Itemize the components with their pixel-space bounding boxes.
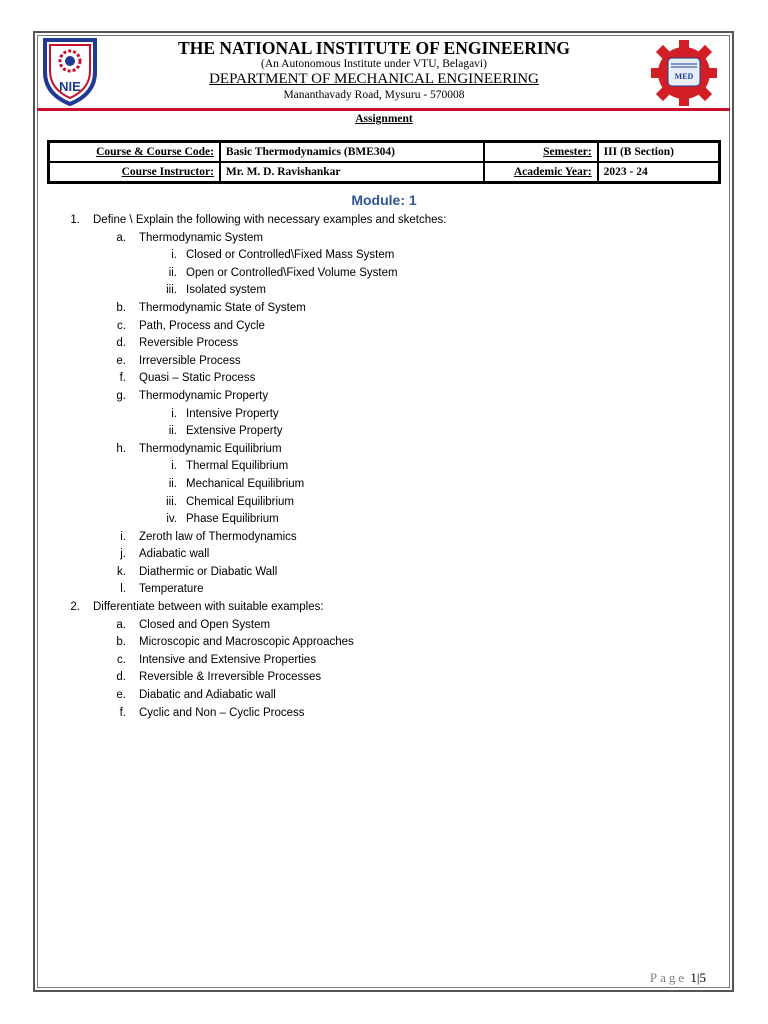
page-number: 1 bbox=[690, 970, 697, 985]
page-separator: | bbox=[696, 970, 700, 985]
item-number: 2. bbox=[70, 601, 80, 614]
item-text: Open or Controlled\Fixed Volume System bbox=[186, 266, 398, 279]
item-text: Thermodynamic Equilibrium bbox=[139, 442, 282, 455]
list-item bbox=[0, 599, 768, 617]
item-text: Closed and Open System bbox=[139, 618, 271, 631]
semester-value: III (B Section) bbox=[598, 142, 719, 162]
semester-label: Semester: bbox=[484, 142, 597, 162]
list-item bbox=[0, 406, 768, 424]
item-number: d. bbox=[116, 337, 126, 350]
list-item bbox=[0, 511, 768, 529]
module-title: Module: 1 bbox=[351, 192, 417, 208]
list-item bbox=[0, 581, 768, 599]
course-row bbox=[49, 142, 719, 162]
med-gear-logo-icon bbox=[648, 38, 720, 108]
item-text: Closed or Controlled\Fixed Mass System bbox=[186, 249, 395, 262]
list-item bbox=[0, 476, 768, 494]
list-item bbox=[0, 652, 768, 670]
list-item bbox=[0, 370, 768, 388]
item-number: i. bbox=[171, 249, 177, 262]
instructor-row bbox=[49, 162, 719, 182]
academic-year-label: Academic Year: bbox=[484, 162, 597, 182]
course-label: Course & Course Code: bbox=[49, 142, 220, 162]
item-number: i. bbox=[171, 460, 177, 473]
list-item bbox=[0, 300, 768, 318]
item-text: Thermodynamic State of System bbox=[139, 301, 306, 314]
item-text: Temperature bbox=[139, 583, 204, 596]
item-number: a. bbox=[116, 618, 126, 631]
item-number: l. bbox=[120, 583, 126, 596]
item-number: a. bbox=[116, 231, 126, 244]
item-text: Cyclic and Non – Cyclic Process bbox=[139, 706, 305, 719]
item-text: Path, Process and Cycle bbox=[139, 319, 265, 332]
list-item bbox=[0, 353, 768, 371]
item-text: Define \ Explain the following with necessary examples and sketches: bbox=[93, 214, 447, 226]
page-footer bbox=[650, 970, 706, 986]
item-number: h. bbox=[116, 442, 126, 455]
list-item bbox=[0, 423, 768, 441]
list-item bbox=[0, 458, 768, 476]
instructor-value: Mr. M. D. Ravishankar bbox=[220, 162, 484, 182]
item-number: i. bbox=[171, 407, 177, 420]
list-item bbox=[0, 441, 768, 459]
item-number: e. bbox=[116, 354, 126, 367]
item-text: Zeroth law of Thermodynamics bbox=[139, 530, 297, 543]
item-number: b. bbox=[116, 301, 126, 314]
list-item bbox=[0, 669, 768, 687]
item-number: i. bbox=[120, 530, 126, 543]
item-number: ii. bbox=[168, 425, 177, 438]
academic-year-value: 2023 - 24 bbox=[598, 162, 719, 182]
item-number: j. bbox=[120, 548, 126, 561]
item-text: Thermodynamic Property bbox=[139, 389, 269, 402]
course-info-table bbox=[47, 140, 721, 184]
list-item bbox=[0, 265, 768, 283]
item-text: Diabatic and Adiabatic wall bbox=[139, 689, 276, 702]
med-logo-text: MED bbox=[674, 72, 694, 81]
item-number: f. bbox=[119, 706, 126, 719]
item-text: Isolated system bbox=[186, 284, 266, 297]
item-text: Diathermic or Diabatic Wall bbox=[139, 565, 278, 578]
item-text: Quasi – Static Process bbox=[139, 372, 256, 385]
page-word: Page bbox=[649, 970, 688, 985]
item-text: Chemical Equilibrium bbox=[186, 495, 295, 508]
list-item bbox=[0, 529, 768, 547]
list-item bbox=[0, 705, 768, 723]
list-item bbox=[0, 564, 768, 582]
item-number: e. bbox=[116, 689, 126, 702]
question-list bbox=[0, 212, 768, 722]
list-item bbox=[0, 318, 768, 336]
item-number: c. bbox=[117, 319, 126, 332]
item-number: f. bbox=[119, 372, 126, 385]
department-name: DEPARTMENT OF MECHANICAL ENGINEERING bbox=[209, 71, 539, 87]
institute-title: THE NATIONAL INSTITUTE OF ENGINEERING bbox=[178, 38, 570, 58]
item-text: Differentiate between with suitable examples: bbox=[93, 601, 324, 614]
institute-address: Mananthavady Road, Mysuru - 570008 bbox=[283, 89, 465, 101]
list-item bbox=[0, 230, 768, 248]
list-item bbox=[0, 634, 768, 652]
institute-subtitle: (An Autonomous Institute under VTU, Belagavi) bbox=[261, 58, 487, 70]
item-number: 1. bbox=[70, 214, 80, 226]
list-item bbox=[0, 247, 768, 265]
item-text: Intensive and Extensive Properties bbox=[139, 653, 317, 666]
item-text: Reversible & Irreversible Processes bbox=[139, 671, 322, 684]
item-number: ii. bbox=[168, 477, 177, 490]
page-total: 5 bbox=[699, 970, 706, 985]
list-item bbox=[0, 282, 768, 300]
item-number: d. bbox=[116, 671, 126, 684]
list-item bbox=[0, 212, 768, 230]
item-text: Thermodynamic System bbox=[139, 231, 263, 244]
item-number: ii. bbox=[168, 266, 177, 279]
list-item bbox=[0, 546, 768, 564]
list-item bbox=[0, 388, 768, 406]
item-text: Reversible Process bbox=[139, 337, 239, 350]
nie-shield-logo-icon bbox=[41, 36, 99, 106]
item-text: Irreversible Process bbox=[139, 354, 241, 367]
list-item bbox=[0, 494, 768, 512]
item-text: Adiabatic wall bbox=[139, 548, 210, 561]
header-rule bbox=[37, 108, 730, 111]
list-item bbox=[0, 687, 768, 705]
item-text: Intensive Property bbox=[186, 407, 279, 420]
list-item bbox=[0, 617, 768, 635]
item-text: Phase Equilibrium bbox=[186, 513, 279, 526]
item-number: iii. bbox=[166, 495, 177, 508]
item-text: Thermal Equilibrium bbox=[186, 460, 289, 473]
list-item bbox=[0, 335, 768, 353]
item-text: Mechanical Equilibrium bbox=[186, 477, 305, 490]
item-text: Extensive Property bbox=[186, 425, 283, 438]
instructor-label: Course Instructor: bbox=[49, 162, 220, 182]
document-title: Assignment bbox=[355, 113, 413, 125]
nie-logo-text: NIE bbox=[59, 79, 81, 94]
course-value: Basic Thermodynamics (BME304) bbox=[220, 142, 484, 162]
item-number: iv. bbox=[166, 513, 177, 526]
item-number: iii. bbox=[166, 284, 177, 297]
item-number: c. bbox=[117, 653, 126, 666]
item-number: k. bbox=[117, 565, 126, 578]
item-text: Microscopic and Macroscopic Approaches bbox=[139, 636, 354, 649]
item-number: g. bbox=[116, 389, 126, 402]
item-number: b. bbox=[116, 636, 126, 649]
